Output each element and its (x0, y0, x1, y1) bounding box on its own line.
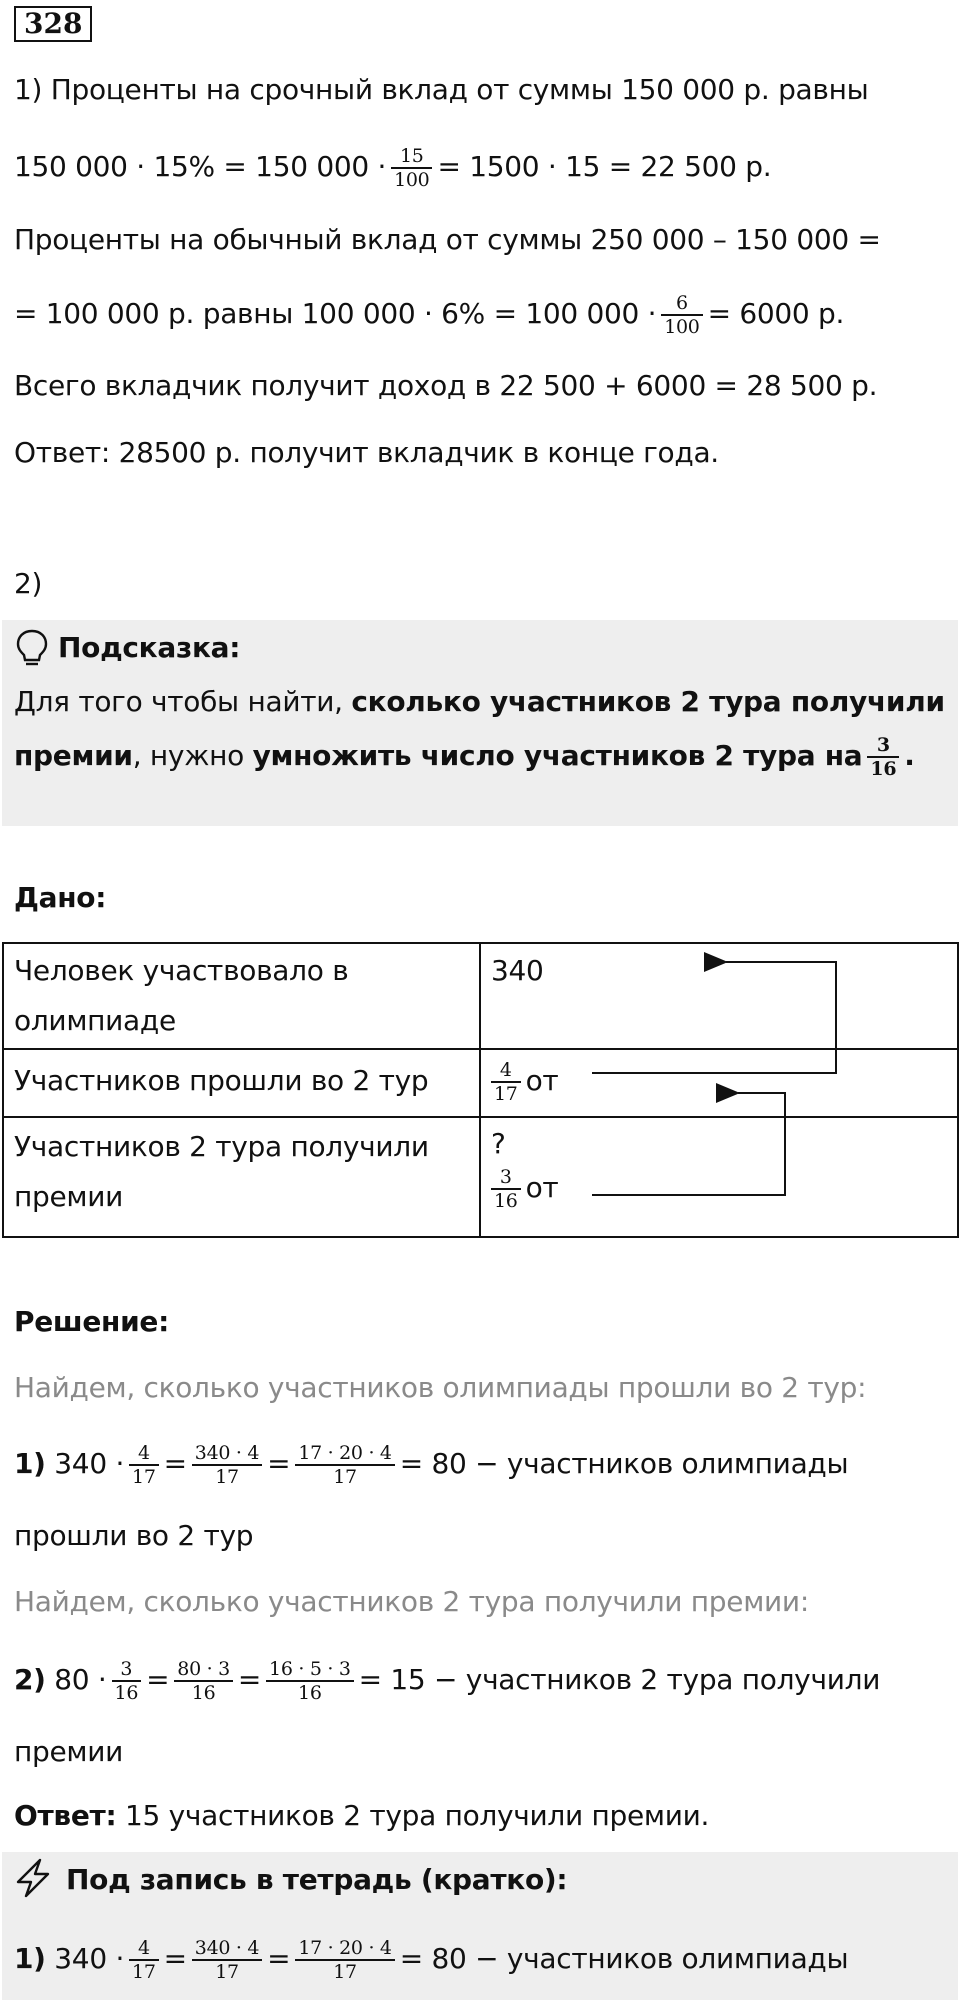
hint-line2: премии, нужно умножить число участников 2 тура на $\frac{3}{16}$ . (14, 734, 915, 780)
table-row: Участников 2 тура получили премии ? $\frac{3}{16}$ от (3, 1117, 958, 1237)
hint-title: Подсказка: (58, 631, 241, 664)
part1-line3: Проценты на обычный вклад от суммы 250 000 – 150 000 = (14, 223, 881, 256)
fraction: $\frac{3}{16}$ (112, 1658, 142, 1704)
solution-title: Решение: (14, 1305, 169, 1338)
fraction: $\frac{15}{100}$ (391, 145, 432, 191)
fraction: $\frac{6}{100}$ (661, 292, 702, 338)
part1-answer: Ответ: 28500 р. получит вкладчик в конце года. (14, 436, 719, 469)
step2-intro: Найдем, сколько участников 2 тура получили премии: (14, 1585, 809, 1618)
table-row: Человек участвовало в олимпиаде 340 (3, 943, 958, 1049)
fraction: $\frac{4}{17}$ (491, 1059, 521, 1105)
step1-line: 1) 340 · $\frac{4}{17}$ = $\frac{340 \cdot 4}{17}$ = $\frac{17 \cdot 20 \cdot 4}{17}$ = 80 − участников олимпиады (14, 1442, 849, 1488)
part1-line1: 1) Проценты на срочный вклад от суммы 150 000 р. равны (14, 73, 869, 106)
fraction: $\frac{17 \cdot 20 \cdot 4}{17}$ (295, 1442, 394, 1488)
task-number: 328 (14, 6, 92, 42)
lightbulb-icon (14, 628, 50, 668)
given-title: Дано: (14, 881, 107, 914)
fraction: $\frac{4}{17}$ (129, 1442, 159, 1488)
fraction: $\frac{3}{16}$ (491, 1166, 521, 1212)
fraction: $\frac{17 \cdot 20 \cdot 4}{17}$ (295, 1937, 394, 1983)
value-cell: 340 (491, 954, 544, 987)
step1-intro: Найдем, сколько участников олимпиады прошли во 2 тур: (14, 1371, 867, 1404)
fraction: $\frac{340 \cdot 4}{17}$ (192, 1937, 262, 1983)
part1-line4: = 100 000 р. равны 100 000 · 6% = 100 000 · $\frac{6}{100}$ = 6000 р. (14, 292, 845, 338)
part2-label: 2) (14, 567, 43, 600)
fraction: $\frac{16 \cdot 5 \cdot 3}{16}$ (266, 1658, 354, 1704)
lightning-icon (14, 1858, 52, 1898)
part1-line5: Всего вкладчик получит доход в 22 500 + 6000 = 28 500 р. (14, 369, 878, 402)
step1-continuation: прошли во 2 тур (14, 1519, 254, 1552)
fraction: $\frac{340 \cdot 4}{17}$ (192, 1442, 262, 1488)
given-table (2, 942, 959, 1238)
short-notes-title: Под запись в тетрадь (кратко): (66, 1863, 568, 1896)
solution-answer: Ответ: 15 участников 2 тура получили премии. (14, 1799, 710, 1832)
table-row: Участников прошли во 2 тур $\frac{4}{17}$ от (3, 1049, 958, 1117)
fraction: $\frac{3}{16}$ (867, 734, 899, 780)
fraction: $\frac{80 \cdot 3}{16}$ (174, 1658, 233, 1704)
step2-continuation: премии (14, 1735, 124, 1768)
part1-line2: 150 000 · 15% = 150 000 · $\frac{15}{100}$ = 1500 · 15 = 22 500 р. (14, 145, 772, 191)
hint-line1: Для того чтобы найти, сколько участников 2 тура получили (14, 685, 945, 718)
fraction: $\frac{4}{17}$ (129, 1937, 159, 1983)
step2-line: 2) 80 · $\frac{3}{16}$ = $\frac{80 \cdot 3}{16}$ = $\frac{16 \cdot 5 \cdot 3}{16}$ = 15 − участников 2 тура получили (14, 1658, 881, 1704)
short-step1-line: 1) 340 · $\frac{4}{17}$ = $\frac{340 \cdot 4}{17}$ = $\frac{17 \cdot 20 \cdot 4}{17}$ = 80 − участников олимпиады (14, 1937, 849, 1983)
